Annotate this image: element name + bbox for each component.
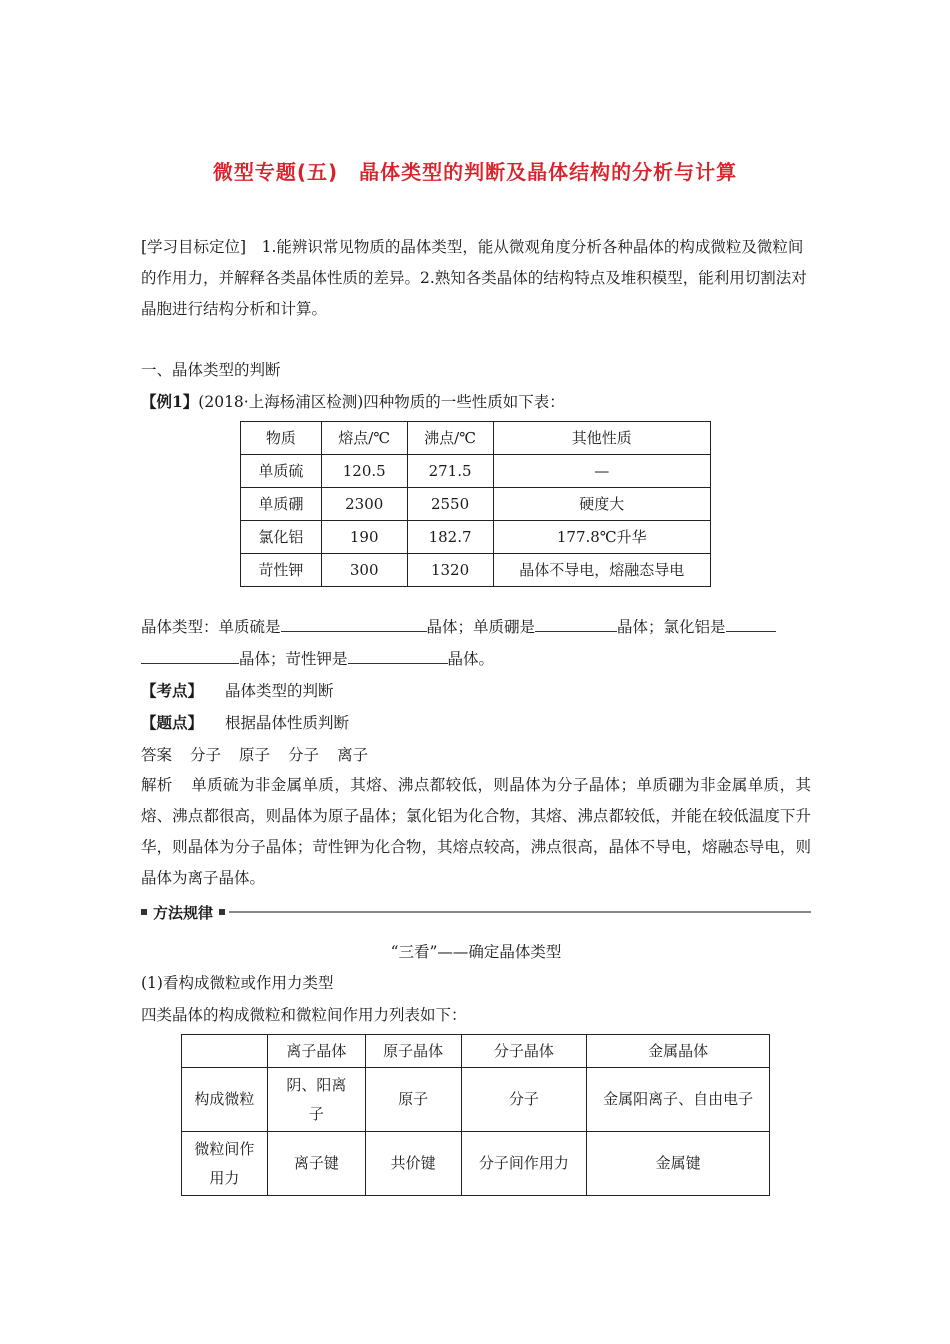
- answer-blank[interactable]: [535, 615, 617, 632]
- tidian-line: [141, 711, 349, 733]
- table-cell: 1320: [407, 554, 493, 587]
- table-header-cell: 其他性质: [493, 422, 711, 455]
- table-cell: 硬度大: [493, 488, 711, 521]
- table-cell: 离子键: [267, 1132, 365, 1196]
- divider: [229, 911, 811, 913]
- question-text: 晶体；苛性钾是: [239, 650, 348, 668]
- table-cell: 190: [321, 521, 407, 554]
- table-header-cell: 沸点/℃: [407, 422, 493, 455]
- question-line-2: [141, 647, 494, 669]
- method-label: 方法规律: [153, 903, 214, 922]
- answer-label: 答案: [141, 746, 173, 764]
- table-cell: 阴、阳离子: [267, 1068, 365, 1132]
- properties-table: [240, 421, 711, 587]
- table-row: [241, 521, 711, 554]
- answer-item: 离子: [337, 746, 369, 764]
- kaodian-line: [141, 679, 334, 701]
- table-cell: 182.7: [407, 521, 493, 554]
- table-cell: 300: [321, 554, 407, 587]
- learning-objectives: [141, 232, 811, 325]
- table-header-row: [182, 1035, 770, 1068]
- method-step-1: (1)看构成微粒或作用力类型: [141, 974, 334, 992]
- table-header-row: [241, 422, 711, 455]
- tidian-text: 根据晶体性质判断: [225, 714, 350, 732]
- kaodian-text: 晶体类型的判断: [225, 682, 334, 700]
- table-header-cell: 分子晶体: [461, 1035, 587, 1068]
- crystal-types-table: [181, 1034, 770, 1196]
- table-cell: 原子: [365, 1068, 461, 1132]
- table-cell: 单质硫: [241, 455, 322, 488]
- method-subtitle: “三看”——确定晶体类型: [390, 943, 562, 961]
- table-row-header: 构成微粒: [182, 1068, 268, 1132]
- table-cell: 271.5: [407, 455, 493, 488]
- table-cell: 120.5: [321, 455, 407, 488]
- table-row: [241, 554, 711, 587]
- table-cell: 金属键: [587, 1132, 770, 1196]
- answer-blank[interactable]: [281, 615, 427, 632]
- objectives-label: [学习目标定位]: [141, 238, 247, 256]
- method-rule-header: [141, 902, 811, 922]
- section-heading: 一、晶体类型的判断: [141, 361, 281, 379]
- table-cell: 单质硼: [241, 488, 322, 521]
- table-row: [182, 1068, 770, 1132]
- table-cell: 金属阳离子、自由电子: [587, 1068, 770, 1132]
- table-cell: —: [493, 455, 711, 488]
- answer-item: 分子: [190, 746, 222, 764]
- table-header-cell: 金属晶体: [587, 1035, 770, 1068]
- tidian-label: 【题点】: [141, 713, 204, 732]
- table-header-cell: 物质: [241, 422, 322, 455]
- table-header-cell: 原子晶体: [365, 1035, 461, 1068]
- example-header: [141, 390, 565, 412]
- method-intro: 四类晶体的构成微粒和微粒间作用力列表如下：: [141, 1006, 467, 1024]
- table-cell: 2550: [407, 488, 493, 521]
- page-title: 微型专题(五) 晶体类型的判断及晶体结构的分析与计算: [212, 160, 738, 184]
- table-row-header: 微粒间作用力: [182, 1132, 268, 1196]
- analysis-text: 单质硫为非金属单质，其熔、沸点都较低，则晶体为分子晶体；单质硼为非金属单质，其熔、沸点都很高，则晶体为原子晶体；氯化铝为化合物，其熔、沸点都较低，并能在较低温度下升华，则晶体为分子晶体；苛性钾为化合物，其熔点较高，沸点很高，晶体不导电，熔融态导电，则晶体为离子晶体。: [141, 776, 811, 887]
- analysis-label: 解析: [141, 776, 173, 794]
- answer-blank[interactable]: [726, 615, 776, 632]
- table-cell: 2300: [321, 488, 407, 521]
- table-header-cell: 离子晶体: [267, 1035, 365, 1068]
- table-cell: 共价键: [365, 1132, 461, 1196]
- square-bullet-icon: [141, 909, 147, 915]
- table-header-cell: [182, 1035, 268, 1068]
- answer-item: 分子: [288, 746, 320, 764]
- answer-blank-continued[interactable]: [141, 647, 239, 664]
- answer-blank[interactable]: [348, 647, 448, 664]
- example-source: (2018·上海杨浦区检测)四种物质的一些性质如下表：: [198, 393, 565, 411]
- table-cell: 晶体不导电，熔融态导电: [493, 554, 711, 587]
- table-row: [241, 455, 711, 488]
- answer-line: [141, 743, 368, 765]
- objectives-text: 1.能辨识常见物质的晶体类型，能从微观角度分析各种晶体的构成微粒及微粒间的作用力，并解释各类晶体性质的差异。2.熟知各类晶体的结构特点及堆积模型，能利用切割法对晶胞进行结构分析和计算。: [141, 238, 807, 318]
- question-text: 晶体类型：单质硫是: [141, 618, 281, 636]
- table-cell: 苛性钾: [241, 554, 322, 587]
- table-cell: 分子: [461, 1068, 587, 1132]
- question-text: 晶体；单质硼是: [426, 618, 536, 636]
- table-row: [182, 1132, 770, 1196]
- analysis-paragraph: [141, 770, 811, 894]
- example-label: 【例1】: [141, 392, 199, 411]
- question-text: 晶体。: [447, 650, 495, 668]
- table-header-cell: 熔点/℃: [321, 422, 407, 455]
- table-row: [241, 488, 711, 521]
- question-text: 晶体；氯化铝是: [617, 618, 726, 636]
- answer-item: 原子: [239, 746, 271, 764]
- question-line-1: [141, 615, 776, 637]
- table-cell: 分子间作用力: [461, 1132, 587, 1196]
- kaodian-label: 【考点】: [141, 681, 204, 700]
- table-cell: 氯化铝: [241, 521, 322, 554]
- square-bullet-icon: [219, 909, 225, 915]
- table-cell: 177.8℃升华: [493, 521, 711, 554]
